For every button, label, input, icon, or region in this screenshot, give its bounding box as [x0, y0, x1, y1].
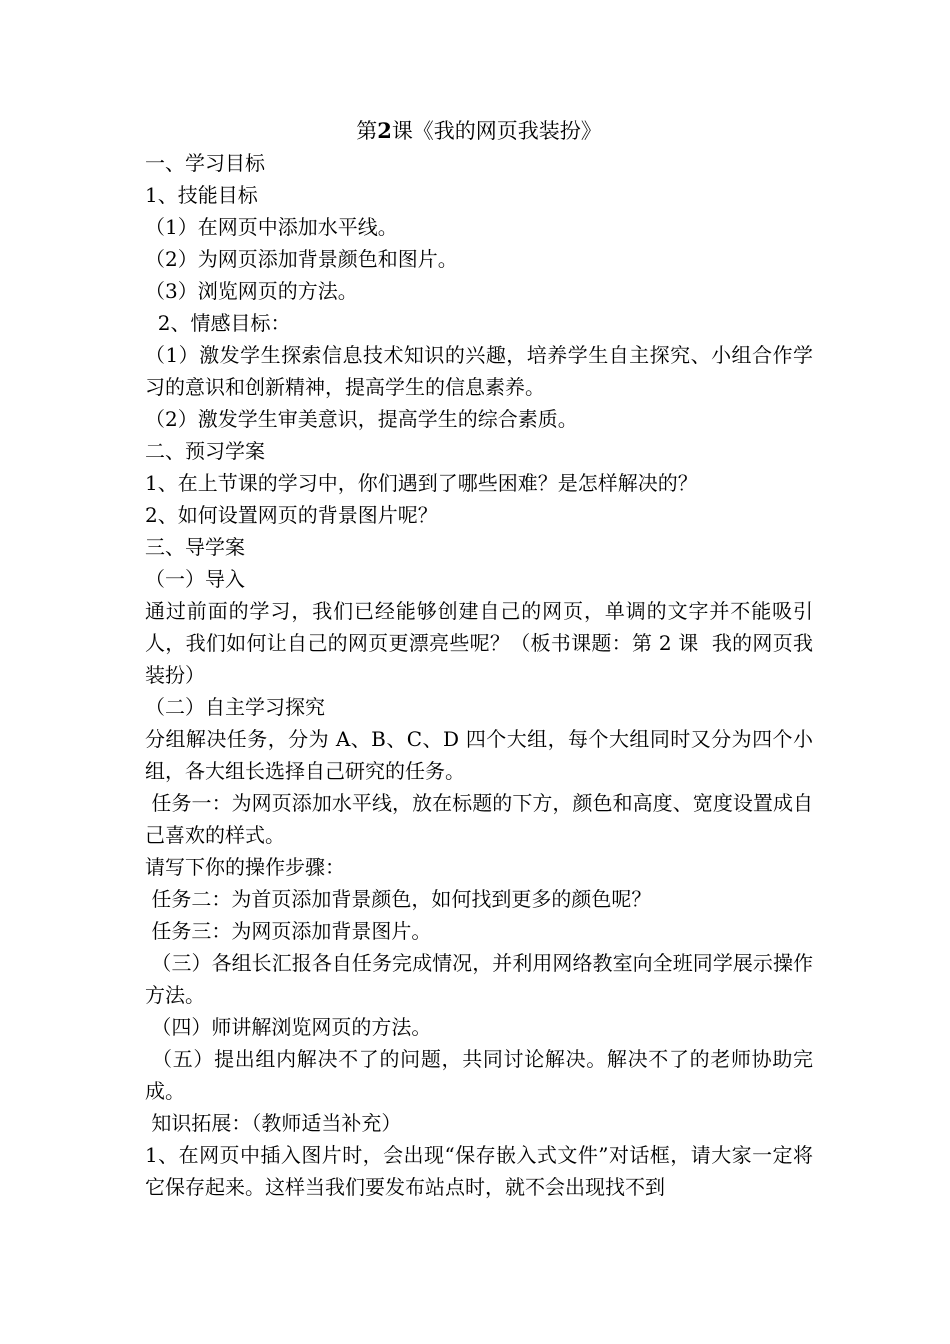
guide-step-self-study: （二）自主学习探究 — [145, 695, 325, 719]
lesson-title-number: 2 — [377, 118, 392, 143]
lesson-title-suffix: 课《我的网页我装扮》 — [391, 119, 602, 143]
skill-item-2: （2）为网页添加背景颜色和图片。 — [145, 247, 458, 271]
subheading-emotion-objectives: 2、情感目标： — [145, 311, 291, 335]
lesson-title — [145, 115, 813, 147]
intro-paragraph: 通过前面的学习，我们已经能够创建自己的网页，单调的文字并不能吸引人，我们如何让自己的网页更漂亮些呢？（板书课题：第 2 课 我的网页我装扮） — [145, 599, 813, 687]
preview-question-1: 1、在上节课的学习中，你们遇到了哪些困难？是怎样解决的？ — [145, 471, 698, 495]
section-heading-guide: 三、导学案 — [145, 535, 245, 559]
knowledge-extension-item-1: 1、在网页中插入图片时，会出现“保存嵌入式文件”对话框，请大家一定将它保存起来。这样当我们要发布站点时，就不会出现找不到 — [145, 1143, 813, 1199]
section-heading-preview: 二、预习学案 — [145, 439, 265, 463]
skill-item-3: （3）浏览网页的方法。 — [145, 279, 358, 303]
task-two: 任务二：为首页添加背景颜色，如何找到更多的颜色呢？ — [145, 887, 652, 911]
task-three: 任务三：为网页添加背景图片。 — [145, 919, 432, 943]
section-heading-objectives: 一、学习目标 — [145, 151, 265, 175]
guide-step-report: （三）各组长汇报各自任务完成情况，并利用网络教室向全班同学展示操作方法。 — [145, 951, 814, 1007]
emotion-item-2: （2）激发学生审美意识，提高学生的综合素质。 — [145, 407, 578, 431]
operation-steps-prompt: 请写下你的操作步骤： — [145, 855, 345, 879]
guide-step-discussion: （五）提出组内解决不了的问题，共同讨论解决。解决不了的老师协助完成。 — [145, 1047, 814, 1103]
lesson-title-prefix: 第 — [356, 119, 378, 143]
document-body — [145, 115, 813, 1203]
knowledge-extension-heading: 知识拓展：（教师适当补充） — [145, 1111, 402, 1135]
group-task-paragraph: 分组解决任务，分为 A、B、C、D 四个大组，每个大组同时又分为四个小组，各大组长选择自己研究的任务。 — [145, 727, 813, 783]
subheading-skill-objectives: 1、技能目标 — [145, 183, 258, 207]
preview-question-2: 2、如何设置网页的背景图片呢？ — [145, 503, 438, 527]
task-one: 任务一：为网页添加水平线，放在标题的下方，颜色和高度、宽度设置成自己喜欢的样式。 — [145, 791, 814, 847]
guide-step-intro: （一）导入 — [145, 567, 245, 591]
skill-item-1: （1）在网页中添加水平线。 — [145, 215, 398, 239]
emotion-item-1: （1）激发学生探索信息技术知识的兴趣，培养学生自主探究、小组合作学习的意识和创新精神，提高学生的信息素养。 — [145, 343, 813, 399]
guide-step-teacher: （四）师讲解浏览网页的方法。 — [145, 1015, 432, 1039]
